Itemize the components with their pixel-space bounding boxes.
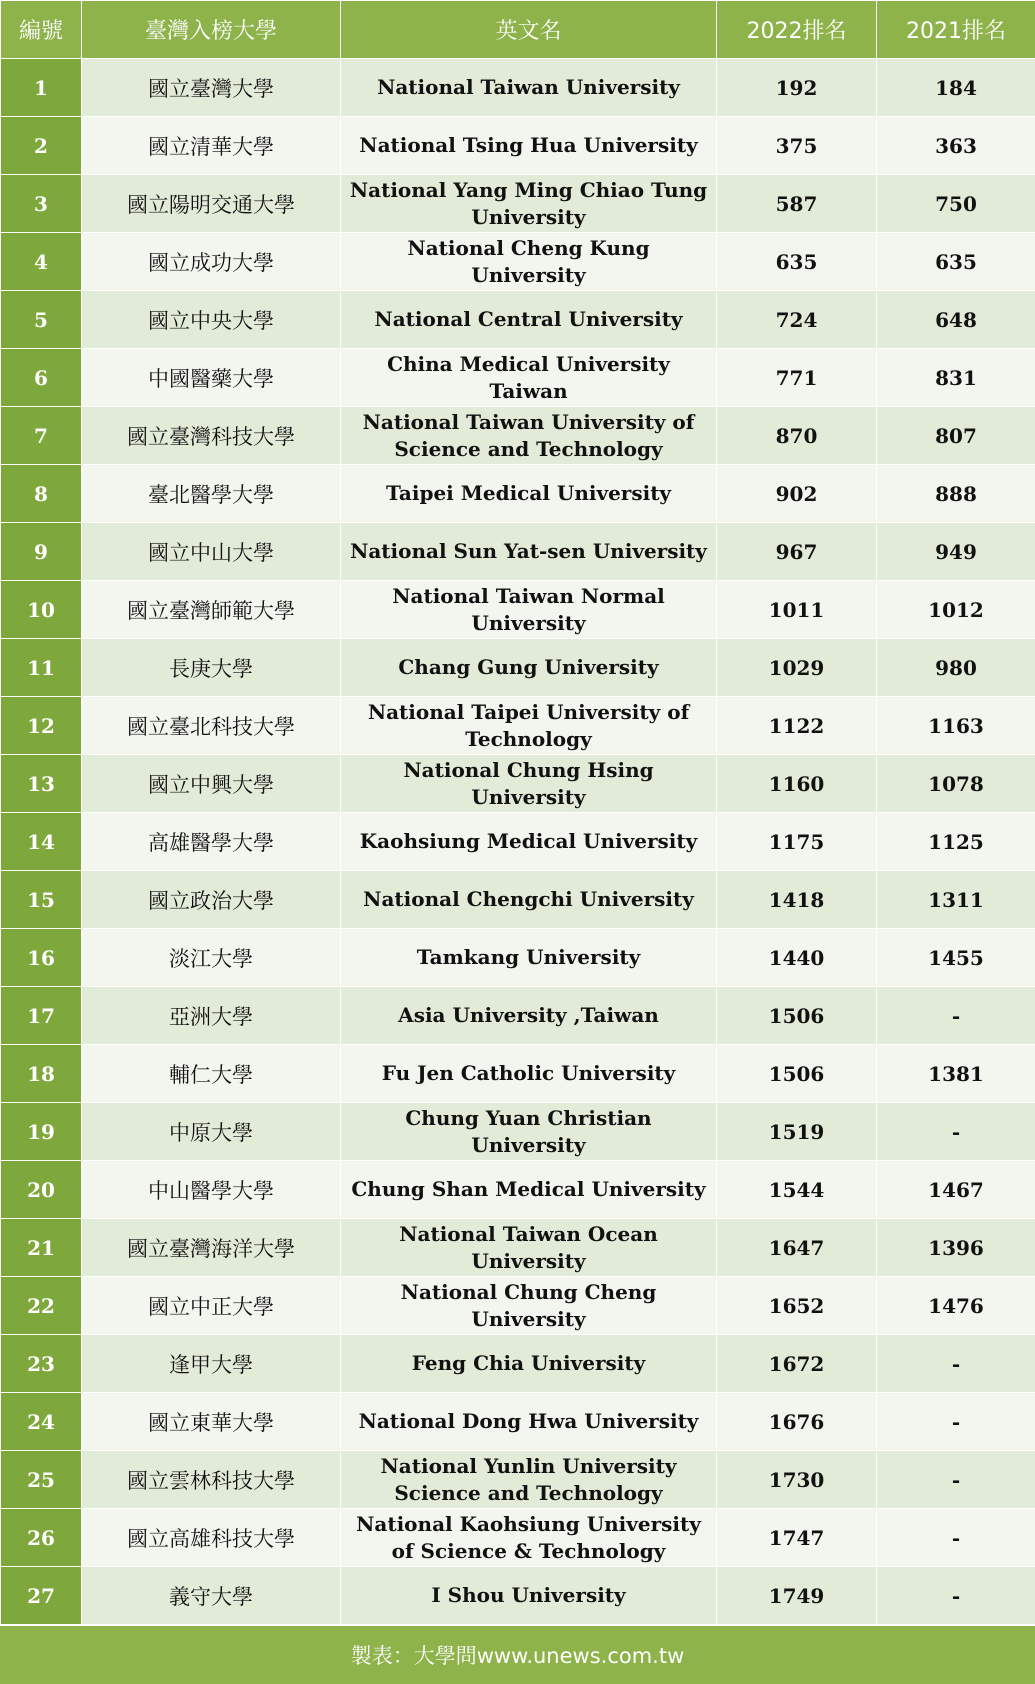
rank-2022-cell: 1175	[717, 813, 877, 871]
rank-2021-cell: 1476	[877, 1277, 1035, 1335]
rank-2022-cell: 1749	[717, 1567, 877, 1625]
row-number: 10	[1, 581, 82, 639]
rank-2021-cell: 949	[877, 523, 1035, 581]
chinese-name-cell: 中原大學	[82, 1103, 341, 1161]
english-name-cell: Chung Shan Medical University	[341, 1161, 717, 1219]
rank-2022-cell: 1544	[717, 1161, 877, 1219]
table-row	[1, 175, 1035, 233]
row-number: 5	[1, 291, 82, 349]
table-row	[1, 1393, 1035, 1451]
row-number: 18	[1, 1045, 82, 1103]
chinese-name-cell: 亞洲大學	[82, 987, 341, 1045]
chinese-name-cell: 國立東華大學	[82, 1393, 341, 1451]
chinese-name-cell: 國立臺灣師範大學	[82, 581, 341, 639]
english-name-cell: Taipei Medical University	[341, 465, 717, 523]
table-row	[1, 233, 1035, 291]
table-row	[1, 465, 1035, 523]
english-name-cell: National Cheng Kung University	[341, 233, 717, 291]
row-number: 4	[1, 233, 82, 291]
english-name-cell: National Sun Yat-sen University	[341, 523, 717, 581]
english-name-cell: National Chung Cheng University	[341, 1277, 717, 1335]
row-number: 1	[1, 59, 82, 117]
chinese-name-cell: 國立陽明交通大學	[82, 175, 341, 233]
chinese-name-cell: 國立政治大學	[82, 871, 341, 929]
chinese-name-cell: 國立臺灣海洋大學	[82, 1219, 341, 1277]
english-name-cell: National Taiwan Ocean University	[341, 1219, 717, 1277]
row-number: 20	[1, 1161, 82, 1219]
rank-2021-cell: 1396	[877, 1219, 1035, 1277]
rank-2021-cell: 648	[877, 291, 1035, 349]
header-number: 編號	[1, 1, 82, 59]
table-row	[1, 1277, 1035, 1335]
english-name-cell: National Dong Hwa University	[341, 1393, 717, 1451]
english-name-cell: Fu Jen Catholic University	[341, 1045, 717, 1103]
header-english-name: 英文名	[341, 1, 717, 59]
chinese-name-cell: 國立中央大學	[82, 291, 341, 349]
row-number: 23	[1, 1335, 82, 1393]
rank-2022-cell: 1440	[717, 929, 877, 987]
row-number: 17	[1, 987, 82, 1045]
table-row	[1, 1045, 1035, 1103]
rank-2021-cell: 1311	[877, 871, 1035, 929]
row-number: 24	[1, 1393, 82, 1451]
rank-2021-cell: 831	[877, 349, 1035, 407]
table-row	[1, 1509, 1035, 1567]
row-number: 22	[1, 1277, 82, 1335]
english-name-cell: Chung Yuan Christian University	[341, 1103, 717, 1161]
row-number: 21	[1, 1219, 82, 1277]
row-number: 19	[1, 1103, 82, 1161]
row-number: 9	[1, 523, 82, 581]
rank-2021-cell: -	[877, 1393, 1035, 1451]
header-row	[1, 1, 1035, 59]
rank-2021-cell: -	[877, 1335, 1035, 1393]
table-row	[1, 697, 1035, 755]
chinese-name-cell: 義守大學	[82, 1567, 341, 1625]
chinese-name-cell: 國立臺北科技大學	[82, 697, 341, 755]
rank-2022-cell: 1418	[717, 871, 877, 929]
rank-2022-cell: 1652	[717, 1277, 877, 1335]
chinese-name-cell: 國立雲林科技大學	[82, 1451, 341, 1509]
rank-2021-cell: 184	[877, 59, 1035, 117]
chinese-name-cell: 高雄醫學大學	[82, 813, 341, 871]
rank-2022-cell: 1672	[717, 1335, 877, 1393]
row-number: 8	[1, 465, 82, 523]
table-row	[1, 1103, 1035, 1161]
row-number: 6	[1, 349, 82, 407]
rank-2022-cell: 724	[717, 291, 877, 349]
english-name-cell: Chang Gung University	[341, 639, 717, 697]
chinese-name-cell: 淡江大學	[82, 929, 341, 987]
rank-2021-cell: 750	[877, 175, 1035, 233]
chinese-name-cell: 長庚大學	[82, 639, 341, 697]
english-name-cell: National Yang Ming Chiao Tung University	[341, 175, 717, 233]
table-row	[1, 291, 1035, 349]
table-row	[1, 407, 1035, 465]
rank-2022-cell: 1029	[717, 639, 877, 697]
header-chinese-name: 臺灣入榜大學	[82, 1, 341, 59]
chinese-name-cell: 國立高雄科技大學	[82, 1509, 341, 1567]
rank-2021-cell: -	[877, 987, 1035, 1045]
english-name-cell: National Chengchi University	[341, 871, 717, 929]
rank-2021-cell: 807	[877, 407, 1035, 465]
row-number: 26	[1, 1509, 82, 1567]
chinese-name-cell: 國立臺灣大學	[82, 59, 341, 117]
rank-2021-cell: 1012	[877, 581, 1035, 639]
english-name-cell: I Shou University	[341, 1567, 717, 1625]
table-row	[1, 117, 1035, 175]
table-row	[1, 349, 1035, 407]
table-row	[1, 929, 1035, 987]
rank-2022-cell: 1647	[717, 1219, 877, 1277]
rank-2022-cell: 192	[717, 59, 877, 117]
english-name-cell: China Medical University Taiwan	[341, 349, 717, 407]
rank-2021-cell: 888	[877, 465, 1035, 523]
rank-2022-cell: 771	[717, 349, 877, 407]
english-name-cell: Tamkang University	[341, 929, 717, 987]
header-rank-2021: 2021排名	[877, 1, 1035, 59]
row-number: 16	[1, 929, 82, 987]
english-name-cell: National Taiwan Normal University	[341, 581, 717, 639]
rank-2021-cell: -	[877, 1451, 1035, 1509]
chinese-name-cell: 國立中山大學	[82, 523, 341, 581]
chinese-name-cell: 逢甲大學	[82, 1335, 341, 1393]
rank-2021-cell: -	[877, 1509, 1035, 1567]
english-name-cell: Asia University ,Taiwan	[341, 987, 717, 1045]
rank-2022-cell: 587	[717, 175, 877, 233]
rank-2022-cell: 1160	[717, 755, 877, 813]
english-name-cell: National Tsing Hua University	[341, 117, 717, 175]
rank-2021-cell: 1467	[877, 1161, 1035, 1219]
row-number: 14	[1, 813, 82, 871]
english-name-cell: Feng Chia University	[341, 1335, 717, 1393]
english-name-cell: National Yunlin University Science and Technology	[341, 1451, 717, 1509]
row-number: 3	[1, 175, 82, 233]
english-name-cell: National Taipei University of Technology	[341, 697, 717, 755]
table-row	[1, 813, 1035, 871]
english-name-cell: National Kaohsiung University of Science & Technology	[341, 1509, 717, 1567]
table-row	[1, 871, 1035, 929]
table-body	[1, 59, 1035, 1625]
rank-2021-cell: 980	[877, 639, 1035, 697]
row-number: 25	[1, 1451, 82, 1509]
table-row	[1, 59, 1035, 117]
rank-2021-cell: -	[877, 1567, 1035, 1625]
rank-2022-cell: 1506	[717, 1045, 877, 1103]
chinese-name-cell: 國立中正大學	[82, 1277, 341, 1335]
english-name-cell: National Taiwan University of Science and Technology	[341, 407, 717, 465]
rank-2022-cell: 1506	[717, 987, 877, 1045]
row-number: 11	[1, 639, 82, 697]
chinese-name-cell: 輔仁大學	[82, 1045, 341, 1103]
chinese-name-cell: 中國醫藥大學	[82, 349, 341, 407]
english-name-cell: National Central University	[341, 291, 717, 349]
chinese-name-cell: 中山醫學大學	[82, 1161, 341, 1219]
row-number: 12	[1, 697, 82, 755]
table-row	[1, 581, 1035, 639]
rank-2022-cell: 967	[717, 523, 877, 581]
rank-2022-cell: 1011	[717, 581, 877, 639]
row-number: 27	[1, 1567, 82, 1625]
table-row	[1, 755, 1035, 813]
table-row	[1, 1161, 1035, 1219]
rank-2021-cell: 635	[877, 233, 1035, 291]
table-row	[1, 523, 1035, 581]
rank-2022-cell: 1122	[717, 697, 877, 755]
rank-2022-cell: 902	[717, 465, 877, 523]
rank-2021-cell: 1125	[877, 813, 1035, 871]
chinese-name-cell: 國立臺灣科技大學	[82, 407, 341, 465]
row-number: 13	[1, 755, 82, 813]
rank-2022-cell: 375	[717, 117, 877, 175]
table-row	[1, 1335, 1035, 1393]
row-number: 15	[1, 871, 82, 929]
english-name-cell: National Chung Hsing University	[341, 755, 717, 813]
rank-2022-cell: 870	[717, 407, 877, 465]
table-row	[1, 987, 1035, 1045]
chinese-name-cell: 國立清華大學	[82, 117, 341, 175]
english-name-cell: National Taiwan University	[341, 59, 717, 117]
rank-2022-cell: 1519	[717, 1103, 877, 1161]
rank-2022-cell: 1730	[717, 1451, 877, 1509]
rank-2021-cell: 1381	[877, 1045, 1035, 1103]
chinese-name-cell: 國立成功大學	[82, 233, 341, 291]
chinese-name-cell: 國立中興大學	[82, 755, 341, 813]
table-row	[1, 1219, 1035, 1277]
rank-2022-cell: 1747	[717, 1509, 877, 1567]
english-name-cell: Kaohsiung Medical University	[341, 813, 717, 871]
table-row	[1, 1451, 1035, 1509]
table-row	[1, 639, 1035, 697]
rank-2021-cell: 363	[877, 117, 1035, 175]
rank-2021-cell: 1455	[877, 929, 1035, 987]
table-row	[1, 1567, 1035, 1625]
footer-credit: 製表：大學問www.unews.com.tw	[0, 1626, 1035, 1684]
rank-2021-cell: 1163	[877, 697, 1035, 755]
rank-2021-cell: -	[877, 1103, 1035, 1161]
chinese-name-cell: 臺北醫學大學	[82, 465, 341, 523]
header-rank-2022: 2022排名	[717, 1, 877, 59]
row-number: 7	[1, 407, 82, 465]
rank-2022-cell: 635	[717, 233, 877, 291]
rank-2022-cell: 1676	[717, 1393, 877, 1451]
rank-2021-cell: 1078	[877, 755, 1035, 813]
row-number: 2	[1, 117, 82, 175]
